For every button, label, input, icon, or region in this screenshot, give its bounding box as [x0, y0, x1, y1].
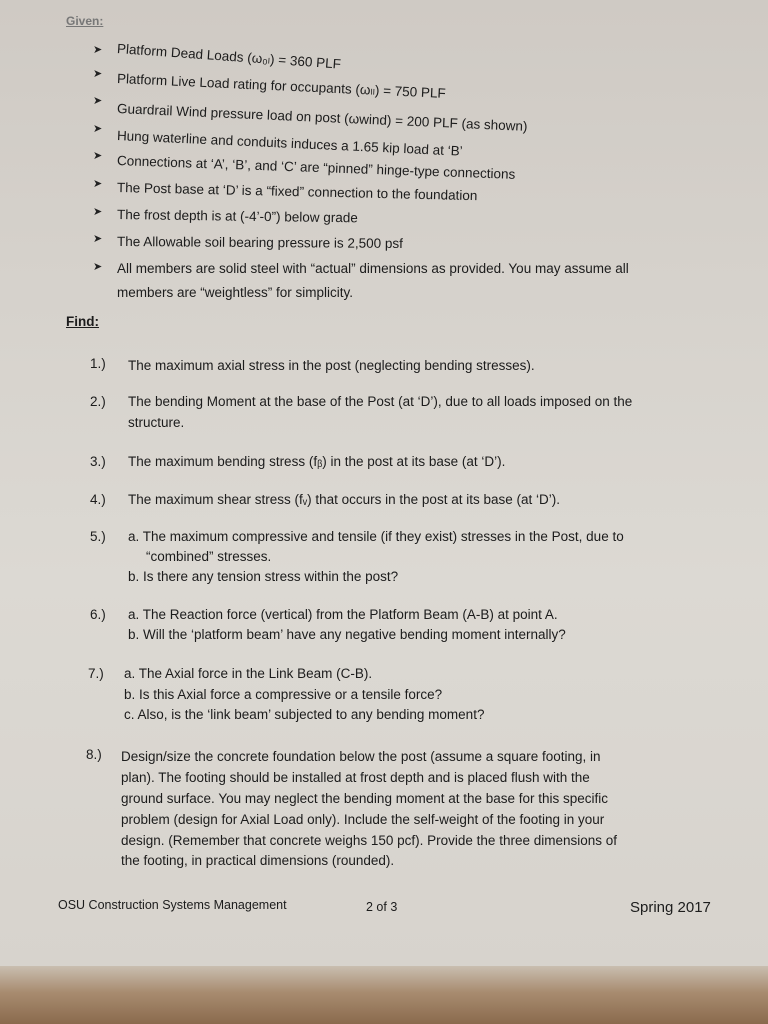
- question-text: b. Is there any tension stress within the post?: [128, 569, 399, 584]
- given-item: The Allowable soil bearing pressure is 2,500 psf: [116, 234, 403, 251]
- bullet-icon: ➤: [93, 95, 103, 107]
- question-text: a. The Axial force in the Link Beam (C-B).: [124, 666, 373, 681]
- question-text: design. (Remember that concrete weighs 150 pcf). Provide the three dimensions of: [121, 833, 618, 848]
- bullet-icon: ➤: [93, 261, 103, 273]
- question-number: 5.): [90, 529, 106, 544]
- question-text: The maximum shear stress (fᵥ) that occurs in the post at its base (at ‘D’).: [128, 492, 560, 507]
- given-item: The Post base at ‘D’ is a “fixed” connection to the foundation: [116, 180, 478, 204]
- question-text: c. Also, is the ‘link beam’ subjected to any bending moment?: [124, 707, 485, 722]
- given-item: Connections at ‘A’, ‘B’, and ‘C’ are “pinned” hinge-type connections: [116, 153, 516, 182]
- given-heading: Given:: [66, 14, 104, 28]
- question-number: 2.): [90, 394, 106, 409]
- question-text: a. The Reaction force (vertical) from the Platform Beam (A-B) at point A.: [128, 607, 558, 622]
- bullet-icon: ➤: [93, 178, 103, 190]
- given-item: Platform Dead Loads (ω₀ₗ) = 360 PLF: [116, 41, 342, 72]
- question-text: a. The maximum compressive and tensile (if they exist) stresses in the Post, due to: [128, 529, 624, 544]
- question-text: b. Will the ‘platform beam’ have any negative bending moment internally?: [128, 627, 566, 642]
- given-item: members are “weightless” for simplicity.: [117, 285, 354, 300]
- question-number: 4.): [90, 492, 106, 507]
- given-item: Hung waterline and conduits induces a 1.65 kip load at ‘B’: [116, 128, 463, 159]
- bullet-icon: ➤: [93, 123, 103, 135]
- question-text: structure.: [128, 415, 185, 430]
- bullet-icon: ➤: [93, 44, 103, 56]
- page-number: 2 of 3: [366, 900, 398, 914]
- find-heading: Find:: [66, 314, 99, 329]
- question-text: Design/size the concrete foundation below the post (assume a square footing, in: [121, 749, 601, 764]
- question-number: 8.): [86, 747, 102, 762]
- table-surface: [0, 966, 768, 1024]
- question-text: ground surface. You may neglect the bending moment at the base for this specific: [121, 791, 609, 806]
- question-number: 3.): [90, 454, 106, 469]
- question-text: problem (design for Axial Load only). Include the self-weight of the footing in your: [121, 812, 605, 827]
- bullet-icon: ➤: [93, 150, 103, 162]
- given-item: The frost depth is at (-4’-0”) below grade: [116, 207, 358, 226]
- question-text: The maximum bending stress (fᵦ) in the post at its base (at ‘D’).: [128, 454, 506, 469]
- question-text: plan). The footing should be installed at frost depth and is placed flush with the: [121, 770, 590, 785]
- question-number: 1.): [90, 356, 106, 371]
- footer-right: Spring 2017: [630, 899, 711, 916]
- bullet-icon: ➤: [93, 68, 103, 80]
- bullet-icon: ➤: [93, 233, 103, 245]
- given-item: Platform Live Load rating for occupants (ωₗₗ) = 750 PLF: [116, 71, 447, 101]
- bullet-icon: ➤: [93, 206, 103, 218]
- question-number: 7.): [88, 666, 104, 681]
- question-text: The bending Moment at the base of the Post (at ‘D’), due to all loads imposed on the: [128, 394, 633, 409]
- question-number: 6.): [90, 607, 106, 622]
- question-text: The maximum axial stress in the post (neglecting bending stresses).: [128, 358, 535, 373]
- footer-left: OSU Construction Systems Management: [58, 898, 287, 912]
- given-item: All members are solid steel with “actual” dimensions as provided. You may assume all: [117, 261, 629, 276]
- question-text: b. Is this Axial force a compressive or a tensile force?: [124, 687, 443, 702]
- question-text: “combined” stresses.: [146, 549, 272, 564]
- given-item: Guardrail Wind pressure load on post (ωwind) = 200 PLF (as shown): [116, 101, 528, 134]
- question-text: the footing, in practical dimensions (rounded).: [121, 853, 395, 868]
